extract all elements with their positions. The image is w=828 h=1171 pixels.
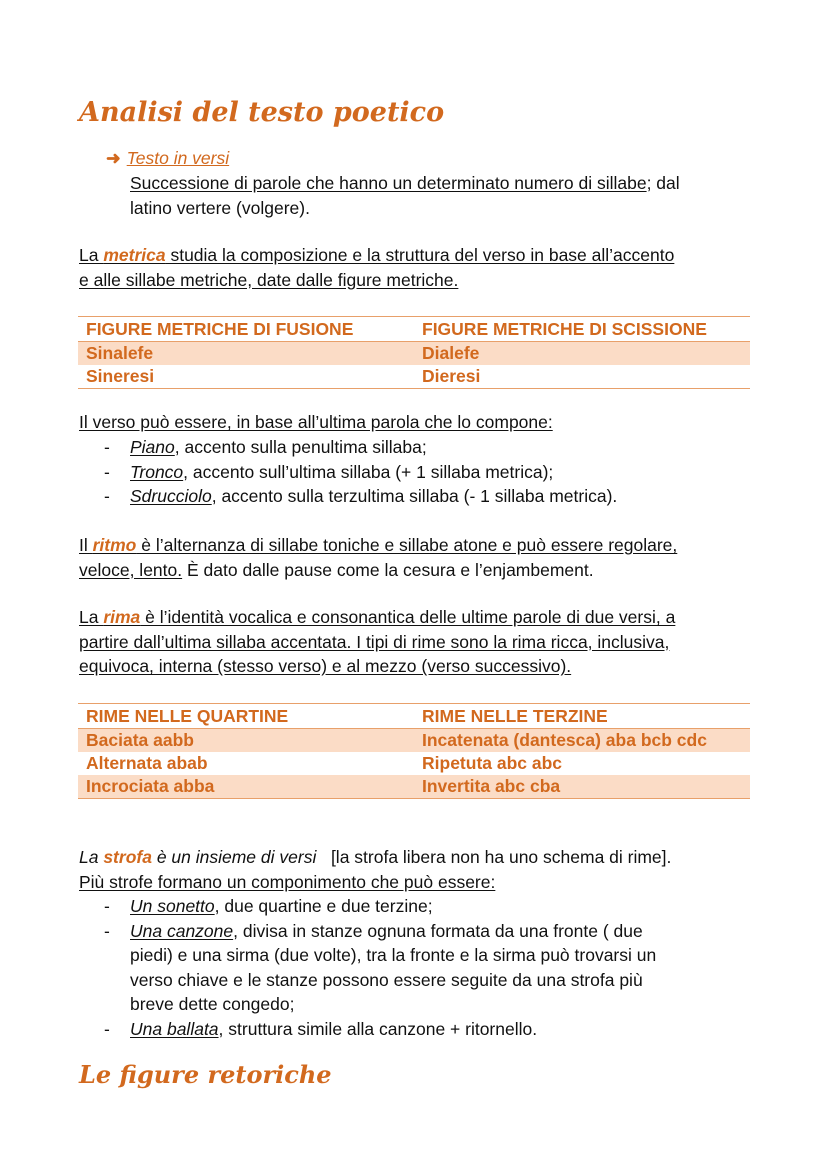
list-item: - Tronco, accento sull’ultima sillaba (+ 1 sillaba metrica); [104,461,554,482]
section-title: Le figure retoriche [79,1060,332,1089]
table-cell: Alternata abab [86,753,208,773]
list-item: - Una canzone, divisa in stanze ognuna formata da una fronte ( due piedi) e una sirma (due volte), tra la fronte e la sirma può trovarsi un verso chiave e le stanze possono essere seguite da una strofa più breve dette congedo; [104,920,657,1014]
list-item: - Una ballata, struttura simile alla canzone + ritornello. [104,1018,538,1039]
table-header-cell: FIGURE METRICHE DI SCISSIONE [414,317,750,342]
testo-in-versi-definition: Successione di parole che hanno un determinato numero di sillabe; dal latino vertere (volgere). [130,173,680,218]
table-cell: Dieresi [414,365,750,389]
ritmo-paragraph: Il ritmo è l’alternanza di sillabe toniche e sillabe atone e può essere regolare, veloce, lento. È dato dalle pause come la cesura e l’enjambement. [79,535,678,580]
table-row [78,342,750,366]
list-item: - Piano, accento sulla penultima sillaba; [104,437,427,457]
table-cell: Incrociata abba [78,775,414,799]
table-header-cell: RIME NELLE TERZINE [414,704,750,729]
table-cell: Invertita abc cba [414,775,750,799]
table-cell: Baciata aabb [78,729,414,753]
table-header-row [78,704,750,729]
table-row [78,752,750,775]
table-cell: Sinalefe [78,342,414,366]
table-row [78,729,750,753]
table-cell: Incatenata (dantesca) aba bcb cdc [414,729,750,753]
rima-keyword: rima [103,607,141,627]
testo-in-versi-heading: ➜ Testo in versi [106,148,230,168]
table-header-row [78,317,750,342]
table-row [78,775,750,799]
list-item: - Sdrucciolo, accento sulla terzultima sillaba (- 1 sillaba metrica). [104,486,618,506]
table-cell: Dialefe [414,342,750,366]
list-item: - Un sonetto, due quartine e due terzine; [104,896,433,916]
table-cell: Ripetuta abc abc [422,753,563,773]
table-header-cell: FIGURE METRICHE DI FUSIONE [78,317,414,342]
metrica-paragraph: La metrica studia la composizione e la struttura del verso in base all’accento e alle sillabe metriche, date dalle figure metriche. [79,245,675,290]
table-header-cell: RIME NELLE QUARTINE [78,704,414,729]
page-title: Analisi del testo poetico [79,97,445,128]
rima-paragraph: La rima è l’identità vocalica e consonantica delle ultime parole di due versi, a partire dall’ultima sillaba accentata. I tipi di rime sono la rima ricca, inclusiva, equivoca, interna (stesso verso) e al mezzo (verso successivo). [79,607,676,676]
verso-intro: Il verso può essere, in base all’ultima parola che lo compone: [79,412,553,432]
strofa-intro: Più strofe formano un componimento che può essere: [79,872,496,892]
arrow-right-icon: ➜ [106,148,121,168]
strofa-keyword: strofa [103,847,152,867]
table-row [78,365,750,389]
figure-metriche-table [78,316,750,389]
metrica-keyword: metrica [103,245,166,265]
rime-table [78,703,750,799]
table-cell: Sineresi [78,365,414,389]
ritmo-keyword: ritmo [92,535,137,555]
verso-list [79,435,617,509]
strofa-paragraph: La strofa è un insieme di versi [la strofa libera non ha uno schema di rime]. [79,847,672,867]
strofa-list [79,894,656,1041]
